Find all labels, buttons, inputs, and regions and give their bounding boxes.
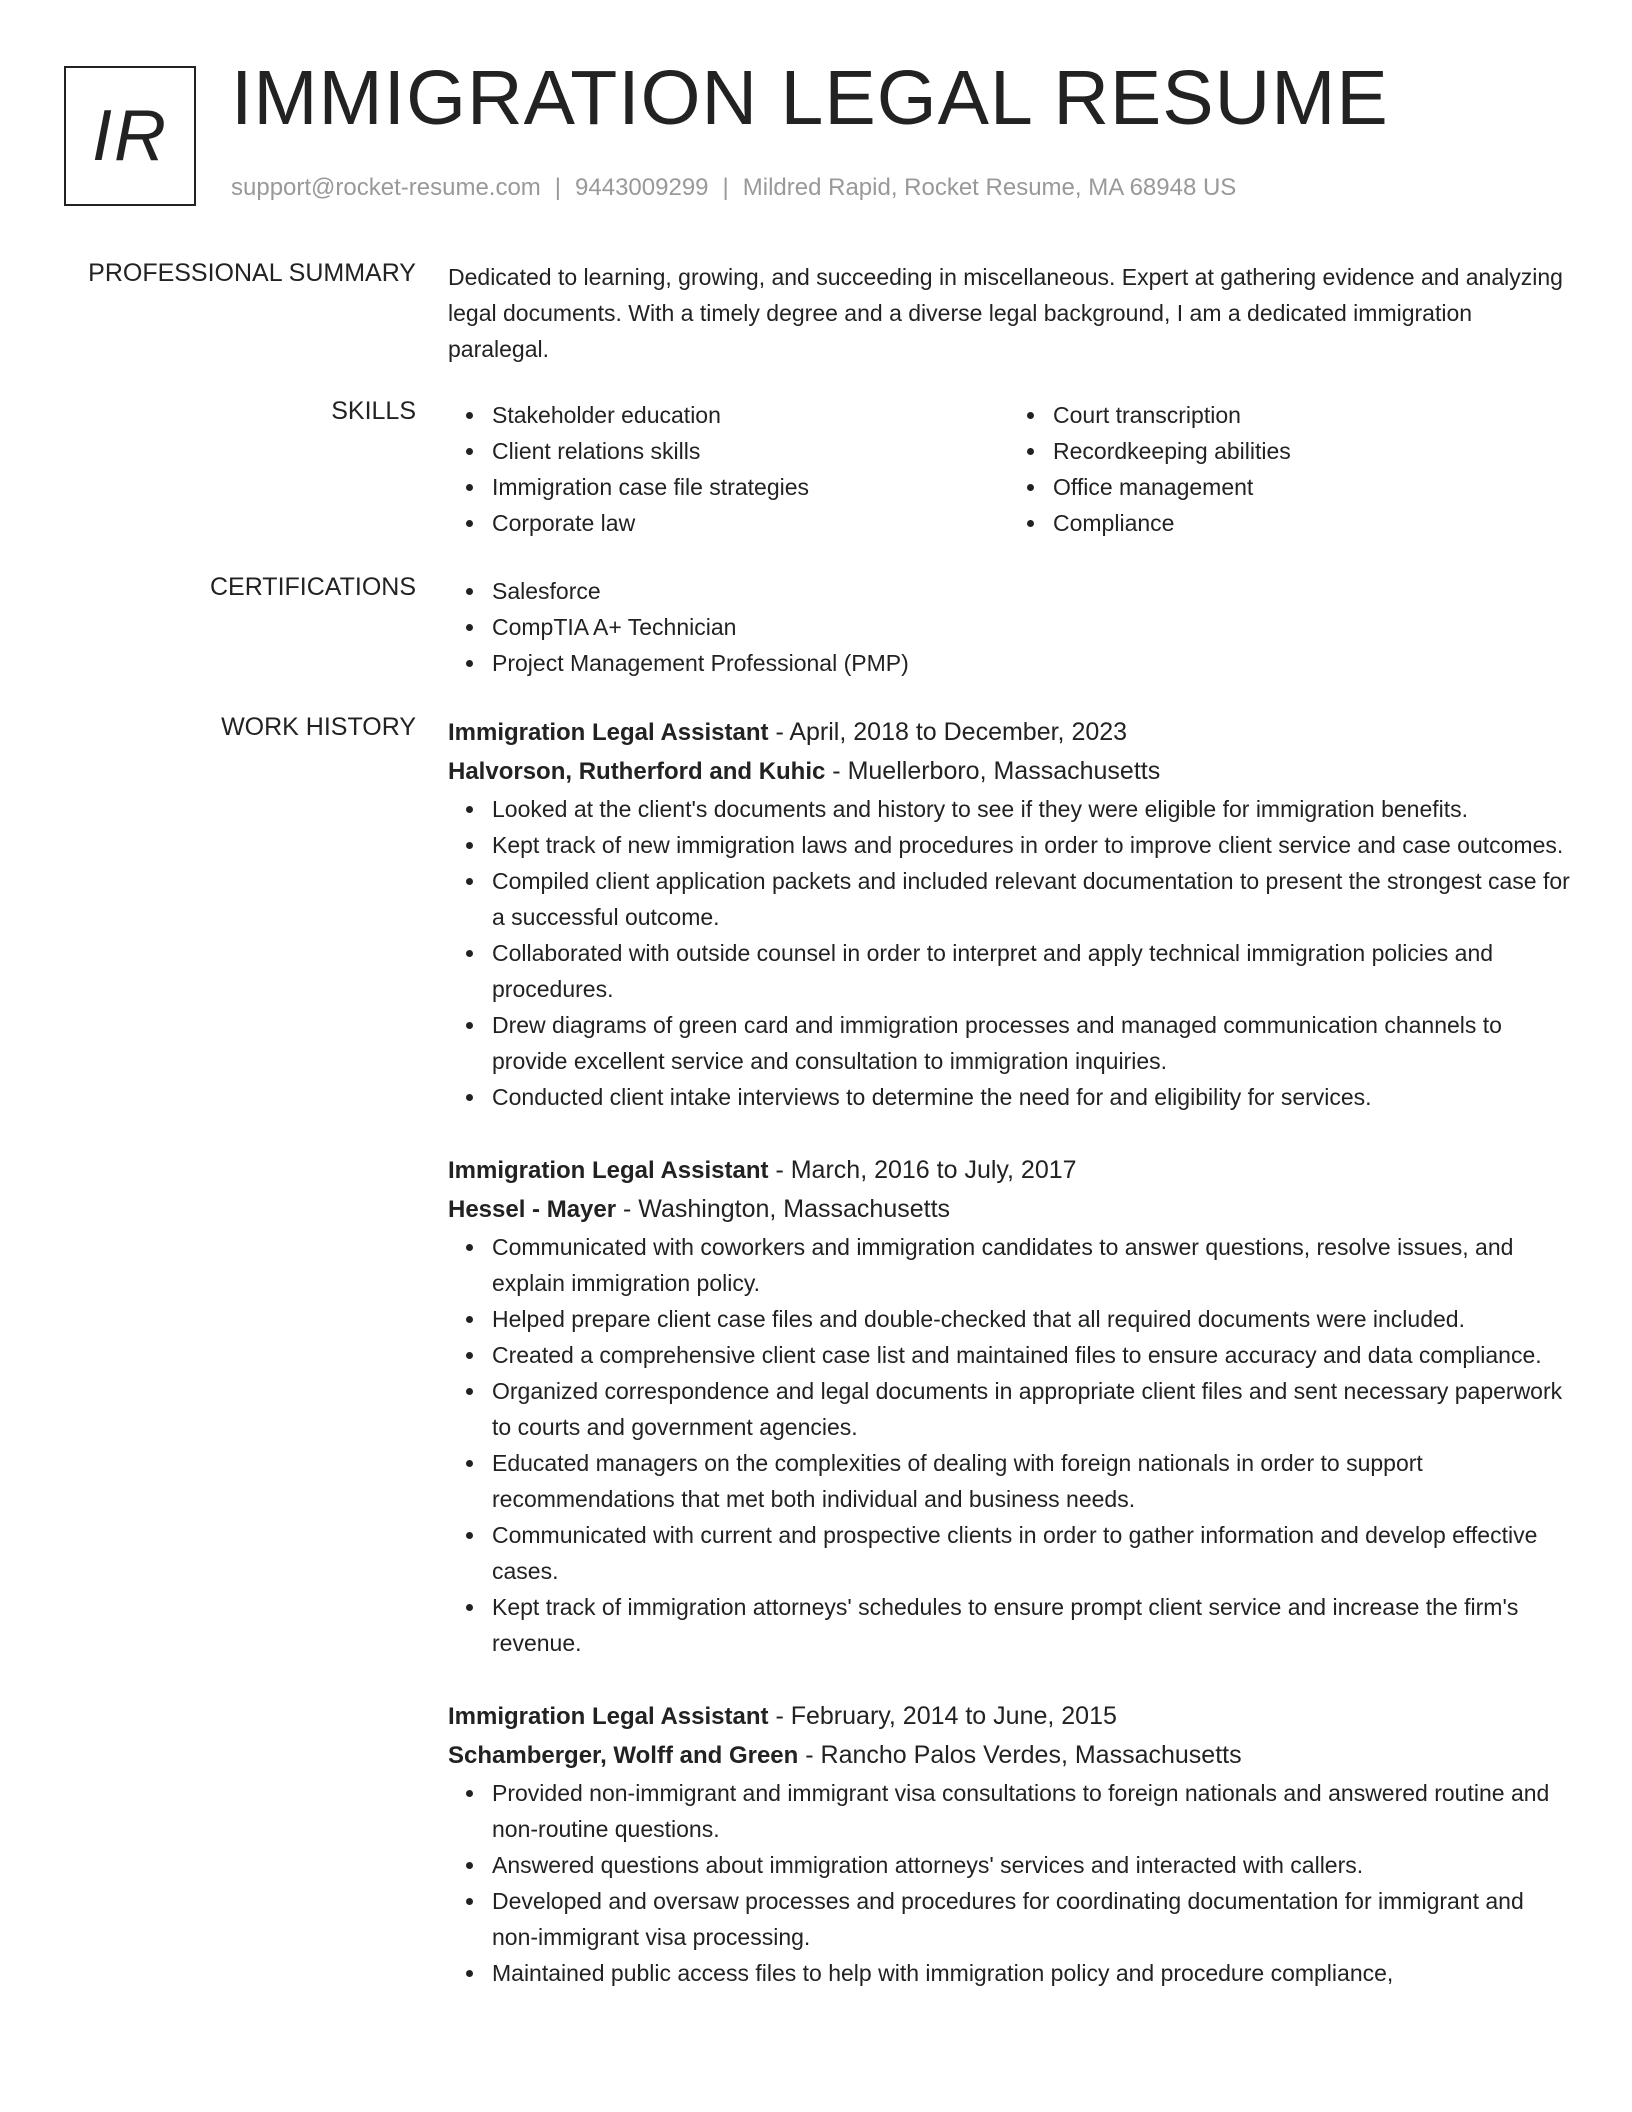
monogram-logo: IR bbox=[64, 66, 196, 206]
job-title: Immigration Legal Assistant bbox=[448, 1703, 769, 1730]
job-duty: Kept track of immigration attorneys' schedules to ensure prompt client service and increase the firm's revenue. bbox=[492, 1589, 1570, 1661]
certifications-list bbox=[448, 573, 1570, 681]
job-duty: Helped prepare client case files and double-checked that all required documents were included. bbox=[492, 1301, 1570, 1337]
certifications-heading: CERTIFICATIONS bbox=[209, 573, 416, 601]
job-duty: Conducted client intake interviews to determine the need for and eligibility for services. bbox=[492, 1079, 1570, 1115]
contact-phone[interactable]: 9443009299 bbox=[575, 174, 709, 201]
job-company-line bbox=[448, 1190, 1570, 1229]
skills-column-1 bbox=[448, 397, 1009, 541]
skills-heading: SKILLS bbox=[331, 397, 416, 425]
job-duty: Answered questions about immigration attorneys' services and interacted with callers. bbox=[492, 1847, 1570, 1883]
job-location: - Muellerboro, Massachusetts bbox=[825, 757, 1161, 785]
work-history-body bbox=[448, 713, 1570, 1991]
skill-item: Court transcription bbox=[1053, 397, 1570, 433]
job-entry bbox=[448, 1151, 1570, 1661]
job-company-line bbox=[448, 752, 1570, 791]
job-duty: Organized correspondence and legal documents in appropriate client files and sent necessary paperwork to courts and government agencies. bbox=[492, 1373, 1570, 1445]
job-duties-list bbox=[448, 1775, 1570, 1991]
job-title: Immigration Legal Assistant bbox=[448, 719, 769, 746]
job-duty: Maintained public access files to help with immigration policy and procedure compliance, bbox=[492, 1955, 1570, 1991]
contact-separator: | bbox=[554, 174, 562, 201]
summary-text: Dedicated to learning, growing, and succeeding in miscellaneous. Expert at gathering evidence and analyzing legal documents. With a timely degree and a diverse legal background, I am a dedicated immigration paralegal. bbox=[448, 264, 1563, 362]
job-duty: Looked at the client's documents and history to see if they were eligible for immigration benefits. bbox=[492, 791, 1570, 827]
job-duties-list bbox=[448, 1229, 1570, 1661]
summary-body bbox=[448, 259, 1570, 367]
job-dates: - April, 2018 to December, 2023 bbox=[768, 718, 1128, 746]
job-title-line bbox=[448, 1151, 1570, 1190]
job-dates: - March, 2016 to July, 2017 bbox=[768, 1156, 1077, 1184]
summary-heading: PROFESSIONAL SUMMARY bbox=[88, 259, 416, 287]
skills-column-2 bbox=[1009, 397, 1570, 541]
job-company: Schamberger, Wolff and Green bbox=[448, 1742, 799, 1769]
job-company: Halvorson, Rutherford and Kuhic bbox=[448, 758, 826, 785]
contact-email[interactable]: support@rocket-resume.com bbox=[231, 174, 541, 201]
skill-item: Compliance bbox=[1053, 505, 1570, 541]
job-title: Immigration Legal Assistant bbox=[448, 1157, 769, 1184]
skill-item: Office management bbox=[1053, 469, 1570, 505]
skills-body bbox=[448, 397, 1570, 541]
skill-item: Recordkeeping abilities bbox=[1053, 433, 1570, 469]
work-history-heading: WORK HISTORY bbox=[221, 713, 416, 741]
job-company: Hessel - Mayer bbox=[448, 1196, 617, 1223]
certification-item: Salesforce bbox=[492, 573, 1570, 609]
job-entry bbox=[448, 713, 1570, 1115]
job-duty: Provided non-immigrant and immigrant visa consultations to foreign nationals and answered routine and non-routine questions. bbox=[492, 1775, 1570, 1847]
certifications-body bbox=[448, 573, 1570, 681]
job-location: - Rancho Palos Verdes, Massachusetts bbox=[798, 1741, 1242, 1769]
job-duty: Kept track of new immigration laws and procedures in order to improve client service and case outcomes. bbox=[492, 827, 1570, 863]
job-duty: Created a comprehensive client case list and maintained files to ensure accuracy and data compliance. bbox=[492, 1337, 1570, 1373]
job-duty: Communicated with coworkers and immigration candidates to answer questions, resolve issues, and explain immigration policy. bbox=[492, 1229, 1570, 1301]
job-duty: Developed and oversaw processes and procedures for coordinating documentation for immigrant and non-immigrant visa processing. bbox=[492, 1883, 1570, 1955]
skill-item: Client relations skills bbox=[492, 433, 1009, 469]
job-duty: Compiled client application packets and included relevant documentation to present the strongest case for a successful outcome. bbox=[492, 863, 1570, 935]
skill-item: Immigration case file strategies bbox=[492, 469, 1009, 505]
job-entry bbox=[448, 1697, 1570, 1991]
skill-item: Stakeholder education bbox=[492, 397, 1009, 433]
resume-title: IMMIGRATION LEGAL RESUME bbox=[231, 55, 1389, 141]
job-duty: Educated managers on the complexities of dealing with foreign nationals in order to support recommendations that met both individual and business needs. bbox=[492, 1445, 1570, 1517]
job-duty: Drew diagrams of green card and immigration processes and managed communication channels to provide excellent service and consultation to immigration inquiries. bbox=[492, 1007, 1570, 1079]
job-dates: - February, 2014 to June, 2015 bbox=[768, 1702, 1117, 1730]
job-location: - Washington, Massachusetts bbox=[616, 1195, 951, 1223]
job-duties-list bbox=[448, 791, 1570, 1115]
certification-item: CompTIA A+ Technician bbox=[492, 609, 1570, 645]
skill-item: Corporate law bbox=[492, 505, 1009, 541]
job-company-line bbox=[448, 1736, 1570, 1775]
job-title-line bbox=[448, 713, 1570, 752]
contact-separator: | bbox=[722, 174, 729, 201]
job-title-line bbox=[448, 1697, 1570, 1736]
contact-address: Mildred Rapid, Rocket Resume, MA 68948 US bbox=[742, 174, 1237, 201]
contact-line bbox=[231, 174, 1236, 202]
job-duty: Communicated with current and prospective clients in order to gather information and develop effective cases. bbox=[492, 1517, 1570, 1589]
job-duty: Collaborated with outside counsel in order to interpret and apply technical immigration policies and procedures. bbox=[492, 935, 1570, 1007]
certification-item: Project Management Professional (PMP) bbox=[492, 645, 1570, 681]
